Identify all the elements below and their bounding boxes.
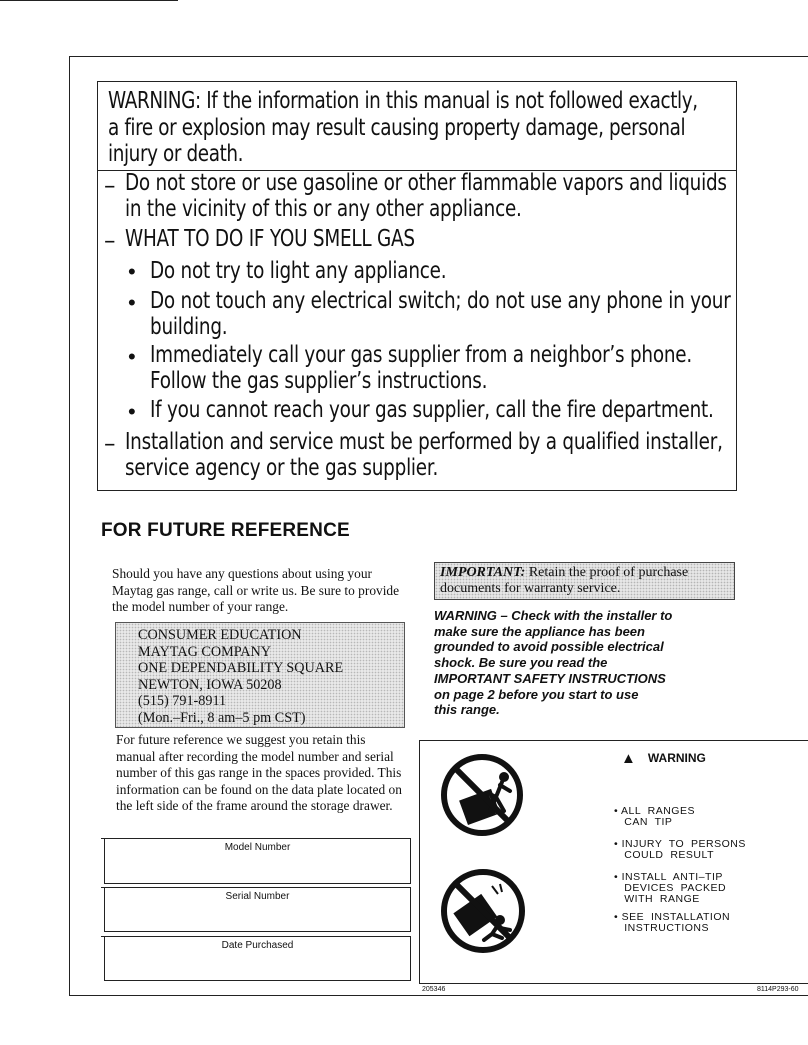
tip-item-all-ranges: • ALL RANGES CAN TIP [614,805,695,828]
smell-gas-heading: WHAT TO DO IF YOU SMELL GAS [125,226,415,252]
retain-manual-text: For future reference we suggest you retain this manual after recording the model number and serial number of this gas range in the spaces provided. This information can be found on the data plate located on the left side of the frame around the storage drawer. [116,732,402,814]
child-injury-icon [440,868,526,954]
range-tipping-icon [440,753,524,837]
bullet-marker-1: • [128,259,136,284]
warning-headline [108,88,698,168]
warning-headline-line-3: injury or death. [108,141,244,167]
important-label: IMPORTANT: [440,565,526,580]
model-number-label: Model Number [224,842,291,853]
flammable-vapors-text [125,170,727,222]
installer-warning-line-5: IMPORTANT SAFETY INSTRUCTIONS [434,670,666,686]
tip-item-install-anti-tip: • INSTALL ANTI–TIP DEVICES PACKED WITH RANGE [614,871,727,905]
tip-item-injury: • INJURY TO PERSONS COULD RESULT [614,838,746,861]
date-purchased-label: Date Purchased [221,940,294,951]
future-reference-intro: Should you have any questions about using your Maytag gas range, call or write us. Be sure to provide the model number of your range. [112,566,400,614]
top-rule [0,0,178,1]
bullet-call-supplier [150,342,692,394]
switch-line-1: Do not touch any electrical switch; do not use any phone in your [150,288,731,314]
installer-warning-line-1: WARNING – Check with the installer to [434,608,673,623]
installer-warning-line-2: make sure the appliance has been [434,623,645,639]
tip-warning-title [621,750,706,767]
installation-service-text [125,429,723,481]
bullet-marker-2: • [128,290,136,315]
warning-headline-line-2: a fire or explosion may result causing property damage, personal [108,114,686,141]
installation-line-1: Installation and service must be performed by a qualified installer, [125,429,723,455]
installer-warning-line-7: this range. [434,702,500,718]
address-line-1: CONSUMER EDUCATION [138,627,302,643]
dash-marker-3: – [104,431,116,457]
bullet-marker-4: • [128,399,136,424]
installer-warning-line-3: grounded to avoid possible electrical [434,639,664,655]
address-line-4: NEWTON, IOWA 50208 [138,676,282,693]
future-reference-title: FOR FUTURE REFERENCE [101,520,350,541]
call-supplier-line-1: Immediately call your gas supplier from a neighbor’s phone. [150,342,692,368]
installation-line-2: service agency or the gas supplier. [125,455,439,481]
switch-line-2: building. [150,314,228,340]
bullet-fire-department: If you cannot reach your gas supplier, call the fire department. [150,397,714,423]
call-supplier-line-2: Follow the gas supplier’s instructions. [150,368,488,394]
address-line-2: MAYTAG COMPANY [138,643,272,660]
warning-triangle-icon: ▲ [621,750,636,767]
flammable-line-1: Do not store or use gasoline or other flammable vapors and liquids [125,170,727,196]
installer-warning-line-4: shock. Be sure you read the [434,655,608,671]
address-phone: (515) 791-8911 [138,693,227,709]
important-body: Retain the proof of purchase documents for warranty service. [440,565,689,596]
serial-number-label: Serial Number [225,891,290,902]
code-left: 205346 [422,986,446,993]
dash-marker-2: – [104,228,116,254]
bullet-electrical-switch [150,288,731,340]
tip-item-see-installation: • SEE INSTALLATION INSTRUCTIONS [614,911,731,934]
bullet-marker-3: • [128,344,136,369]
important-text [440,565,730,597]
code-right: 8114P293-60 [757,986,799,993]
bullet-light-appliance: Do not try to light any appliance. [150,258,447,284]
installer-warning-line-6: on page 2 before you start to use [434,686,639,702]
address-hours: (Mon.–Fri., 8 am–5 pm CST) [138,709,306,726]
installer-warning [434,608,744,718]
address-line-3: ONE DEPENDABILITY SQUARE [138,660,344,676]
tip-warning-title-text: WARNING [647,751,706,765]
flammable-line-2: in the vicinity of this or any other appliance. [125,196,522,222]
dash-marker-1: – [104,173,116,199]
warning-headline-line-1: WARNING: If the information in this manual is not followed exactly, [108,88,698,114]
